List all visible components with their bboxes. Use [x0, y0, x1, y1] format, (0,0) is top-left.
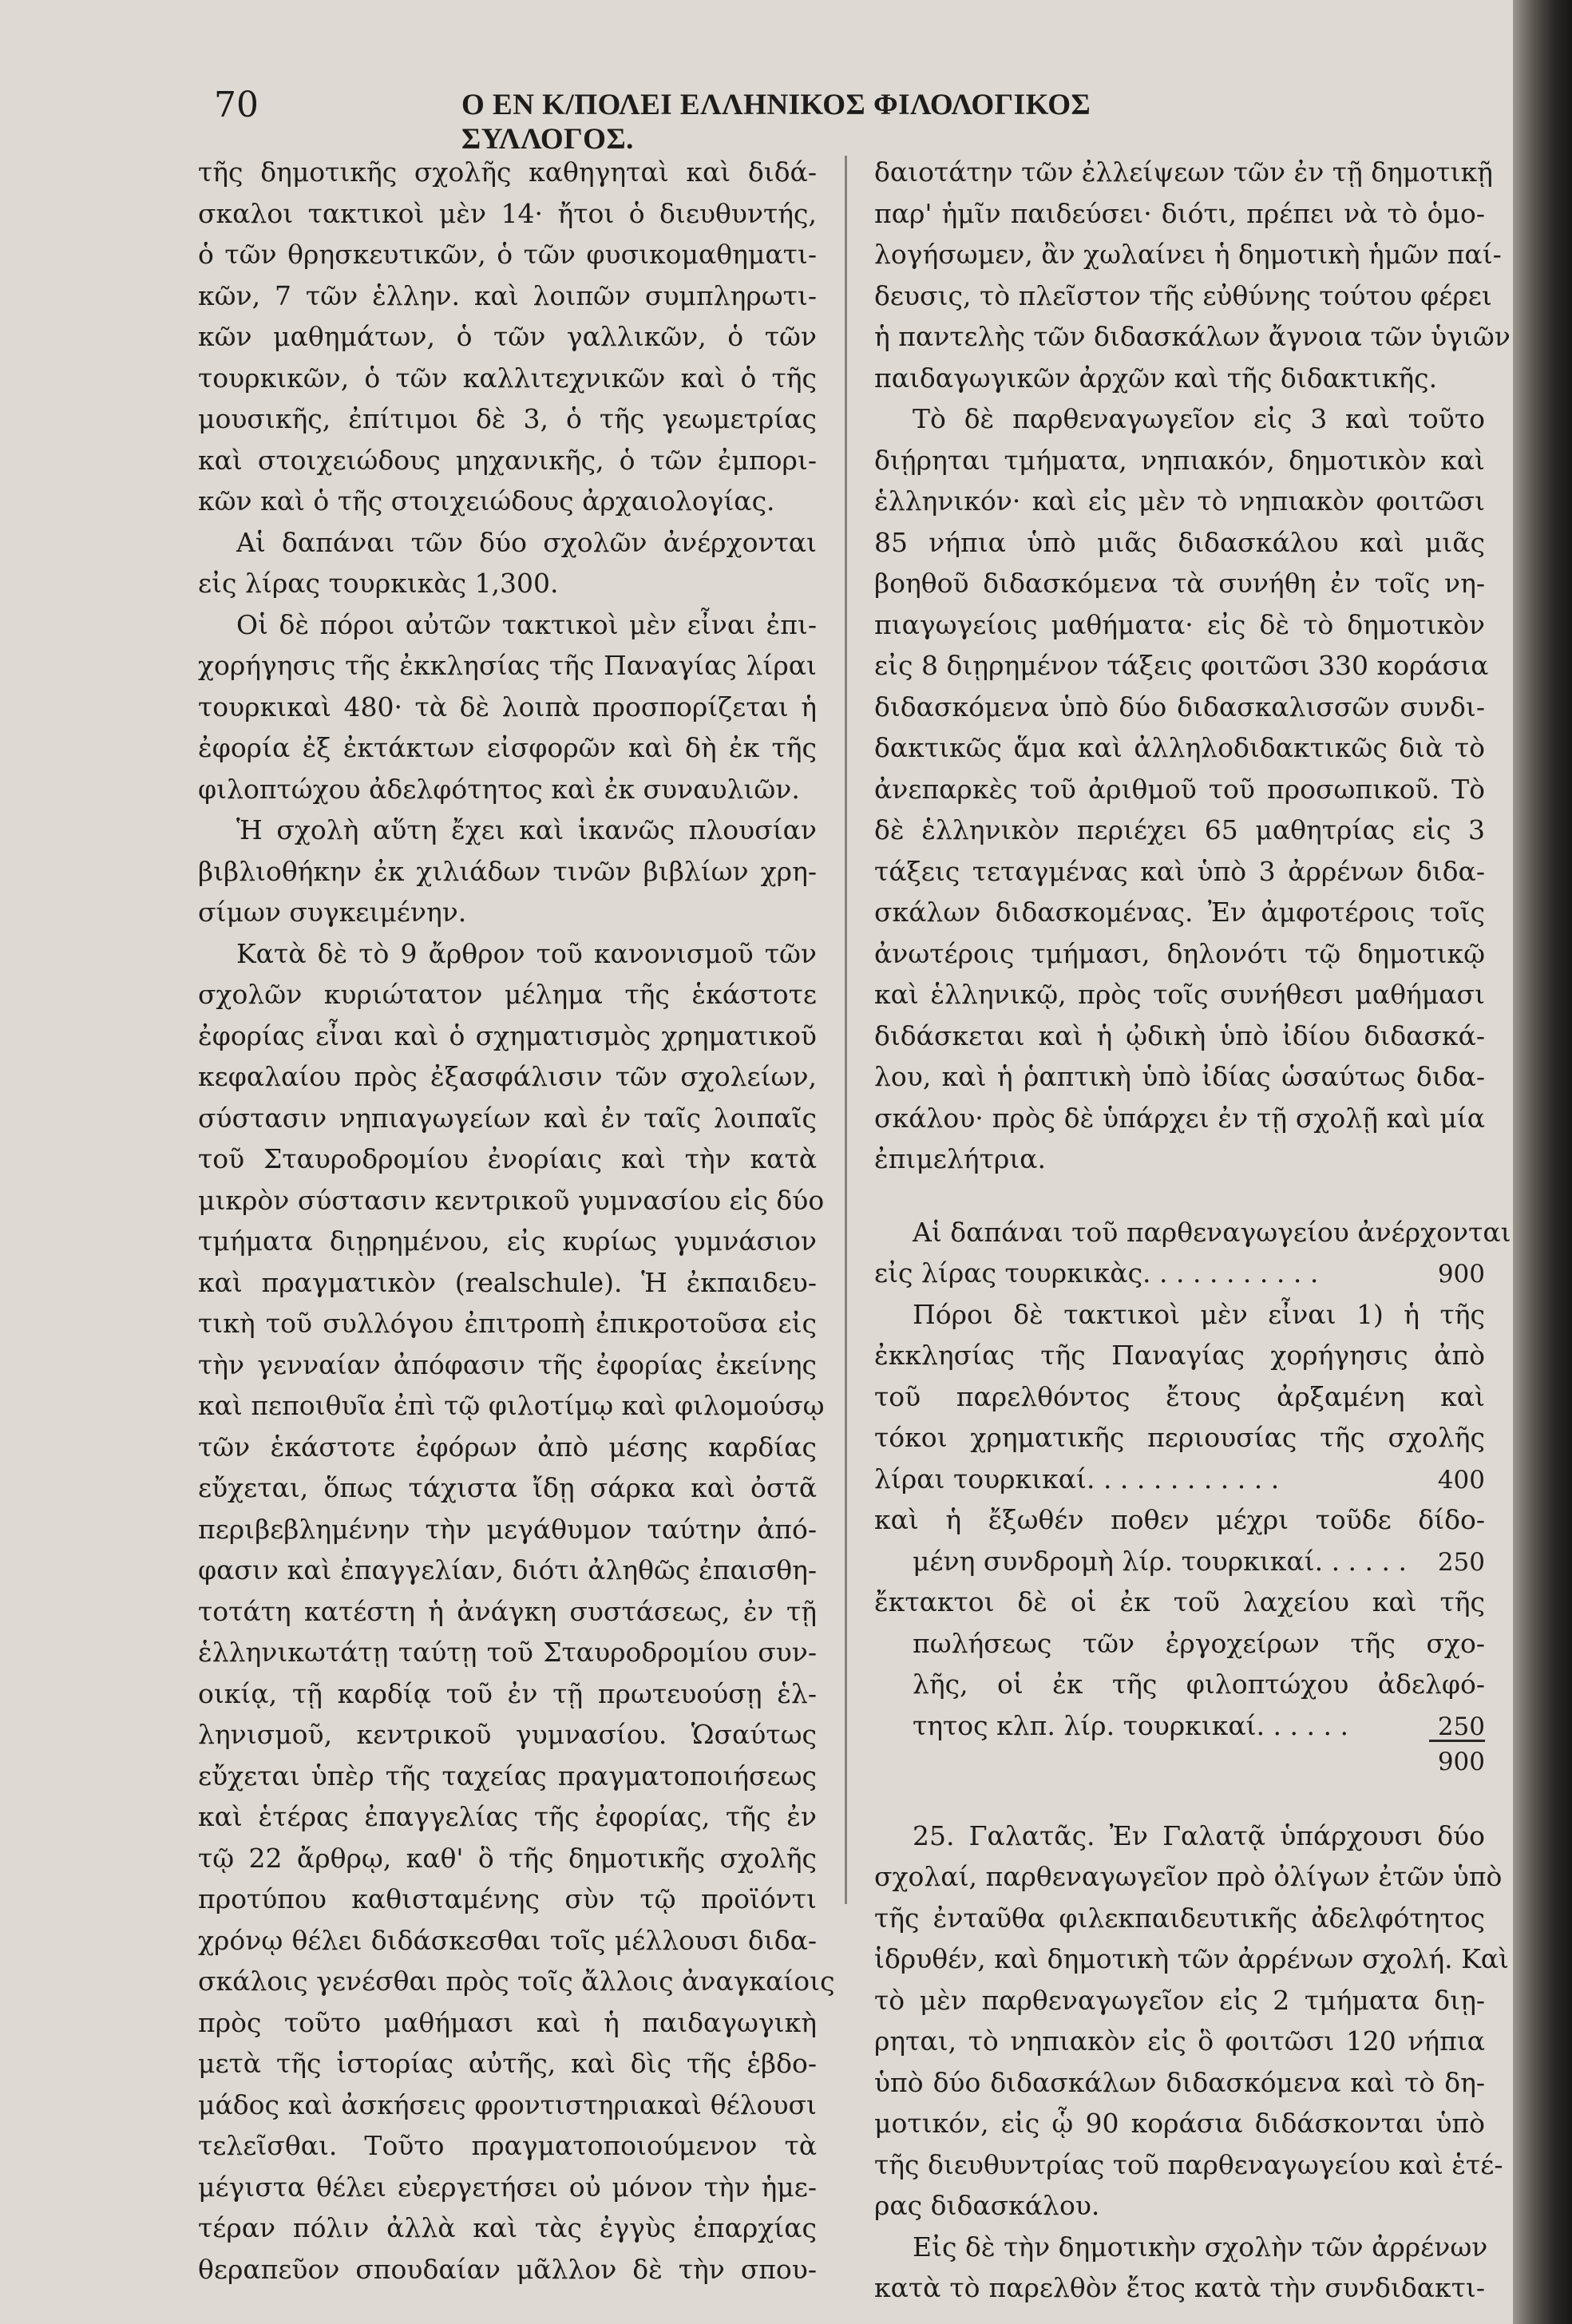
- text-line: κῶν, 7 τῶν ἑλλην. καὶ λοιπῶν συμπληρωτι-: [198, 279, 817, 311]
- paragraph: [198, 810, 817, 933]
- text-line: καὶ πραγματικὸν (realschule). Ἡ ἐκπαιδευ-: [198, 1266, 817, 1298]
- text-line: πωλήσεως τῶν ἐργοχείρων τῆς σχο-: [913, 1627, 1485, 1659]
- text-line: πιαγωγείοις μαθήματα· εἰς δὲ τὸ δημοτικὸν: [874, 608, 1485, 640]
- text-line: 25. Γαλατᾶς. Ἐν Γαλατᾷ ὑπάρχουσι δύο: [913, 1819, 1485, 1851]
- text-line: διδασκόμενα ὑπὸ δύο διδασκαλισσῶν συνδι-: [874, 691, 1485, 723]
- text-line: σκάλων διδασκομένας. Ἐν ἀμφοτέροις τοῖς: [874, 897, 1485, 928]
- ledger-amount: 900: [1437, 1260, 1485, 1289]
- text-line: παιδαγωγικῶν ἀρχῶν καὶ τῆς διδακτικῆς.: [874, 362, 1438, 394]
- text-line: μέγιστα θέλει εὐεργετήσει οὐ μόνον τὴν ἡμε-: [198, 2171, 817, 2203]
- text-line: καὶ ἑλληνικῷ, πρὸς τοῖς συνήθεσι μαθήμασι: [874, 979, 1485, 1010]
- text-line: κῶν μαθημάτων, ὁ τῶν γαλλικῶν, ὁ τῶν: [198, 321, 817, 352]
- text-line: εἰς λίρας τουρκικὰς 1,300.: [198, 568, 559, 599]
- ledger-label: λίραι τουρκικαί. . . . . . . . . . . .: [874, 1463, 1280, 1495]
- ledger-amount: 400: [1437, 1465, 1485, 1495]
- text-line: τόκοι χρηματικῆς περιουσίας τῆς σχολῆς: [874, 1422, 1485, 1453]
- text-line: κεφαλαίου πρὸς ἐξασφάλισιν τῶν σχολείων,: [198, 1061, 817, 1092]
- paragraph: [198, 604, 817, 810]
- text-line: κῶν καὶ ὁ τῆς στοιχειώδους ἀρχαιολογίας.: [198, 485, 775, 517]
- page-header: [214, 80, 1268, 156]
- text-line: τελεῖσθαι. Τοῦτο πραγματοποιούμενον τὰ: [198, 2130, 817, 2161]
- ledger-row: [874, 1705, 1485, 1747]
- text-line: ρας διδασκάλου.: [874, 2190, 1100, 2221]
- text-line: Αἱ δαπάναι τοῦ παρθεναγωγείου ἀνέρχονται: [913, 1216, 1511, 1248]
- text-line: ἑλληνικωτάτῃ ταύτῃ τοῦ Σταυροδρομίου συν-: [198, 1637, 817, 1668]
- text-line: φασιν καὶ ἐπαγγελίαν, διότι ἀληθῶς ἐπαισθη-: [198, 1554, 817, 1586]
- text-line: τῶν ἑκάστοτε ἐφόρων ἀπὸ μέσης καρδίας: [198, 1431, 817, 1463]
- ledger-amount: 250: [1437, 1547, 1485, 1577]
- paragraph-galata: [874, 1815, 1509, 2227]
- expenses-entry: [874, 1212, 1511, 1294]
- text-line: Οἱ δὲ πόροι αὐτῶν τακτικοὶ μὲν εἶναι ἐπι-: [236, 608, 817, 640]
- text-line: τῆς διευθυντρίας τοῦ παρθεναγωγείου καὶ ἑτέ-: [874, 2148, 1503, 2180]
- book-spine-shadow: [1513, 0, 1572, 2324]
- text-line: χορήγησις τῆς ἐκκλησίας τῆς Παναγίας λίραι: [198, 650, 817, 681]
- text-line: 85 νήπια ὑπὸ μιᾶς διδασκάλου καὶ μιᾶς: [874, 526, 1485, 558]
- text-line: σχολαί, παρθεναγωγεῖον πρὸ ὀλίγων ἐτῶν ὑπὸ: [874, 1861, 1503, 1892]
- left-column: [198, 152, 835, 2290]
- text-line: ἡ παντελὴς τῶν διδασκάλων ἄγνοια τῶν ὑγιῶν: [874, 321, 1511, 352]
- text-line: σχολῶν κυριώτατον μέλημα τῆς ἑκάστοτε: [198, 979, 817, 1010]
- text-line: οικίᾳ, τῇ καρδίᾳ τοῦ ἐν τῇ πρωτευούσῃ ἑλ-: [198, 1677, 817, 1709]
- text-line: δευσις, τὸ πλεῖστον τῆς εὐθύνης τούτου φέρει: [874, 279, 1492, 311]
- text-line: θεραπεῦον σπουδαίαν μᾶλλον δὲ τὴν σπου-: [198, 2253, 817, 2285]
- text-line: σκαλοι τακτικοὶ μὲν 14· ἤτοι ὁ διευθυντής,: [198, 197, 817, 229]
- text-line: σκάλοις γενέσθαι πρὸς τοῖς ἄλλοις ἀναγκαίοις: [198, 1966, 835, 1997]
- text-line: Εἰς δὲ τὴν δημοτικὴν σχολὴν τῶν ἀρρένων: [913, 2231, 1488, 2263]
- text-line: δὲ ἑλληνικὸν περιέχει 65 μαθητρίας εἰς 3: [874, 814, 1485, 845]
- text-line: μουσικῆς, ἐπίτιμοι δὲ 3, ὁ τῆς γεωμετρίας: [198, 403, 817, 434]
- text-line: παρ' ἡμῖν παιδεύσει· διότι, πρέπει νὰ τὸ ὁμο-: [874, 197, 1485, 229]
- ledger-label: εἰς λίρας τουρκικὰς. . . . . . . . . . .: [874, 1257, 1319, 1289]
- text-line: ρηται, τὸ νηπιακὸν εἰς ὃ φοιτῶσι 120 νήπια: [874, 2025, 1485, 2057]
- text-line: Πόροι δὲ τακτικοὶ μὲν εἶναι 1) ἡ τῆς: [913, 1298, 1485, 1330]
- text-line: Ἡ σχολὴ αὕτη ἔχει καὶ ἱκανῶς πλουσίαν: [236, 814, 817, 845]
- text-line: τὴν γενναίαν ἀπόφασιν τῆς ἐφορίας ἐκείνης: [198, 1348, 817, 1380]
- text-line: ἀνεπαρκὲς τοῦ ἀριθμοῦ τοῦ προσωπικοῦ. Τὸ: [874, 773, 1485, 805]
- ledger-row: [874, 1541, 1485, 1582]
- text-line: τοῦ Σταυροδρομίου ἐνορίαις καὶ τὴν κατὰ: [198, 1143, 817, 1174]
- text-line: καὶ πεποιθυῖα ἐπὶ τῷ φιλοτίμῳ καὶ φιλομούσῳ: [198, 1390, 825, 1421]
- text-line: τῆς ἐνταῦθα φιλεκπαιδευτικῆς ἀδελφότητος: [874, 1902, 1485, 1934]
- spacer: [874, 1180, 1485, 1212]
- right-column: [874, 152, 1511, 2309]
- text-line: τῆς δημοτικῆς σχολῆς καθηγηταὶ καὶ διδά-: [198, 156, 817, 188]
- paragraph: [198, 152, 817, 522]
- text-line: Τὸ δὲ παρθεναγωγεῖον εἰς 3 καὶ τοῦτο: [913, 403, 1485, 434]
- text-line: τοτάτη κατέστη ἡ ἀνάγκη συστάσεως, ἐν τῇ: [198, 1595, 817, 1627]
- text-line: λογήσωμεν, ἂν χωλαίνει ἡ δημοτικὴ ἡμῶν παί-: [874, 239, 1502, 270]
- ledger-row: [874, 1253, 1485, 1294]
- text-line: κατὰ τὸ παρελθὸν ἔτος κατὰ τὴν συνδιδακτι-: [874, 2272, 1485, 2303]
- text-line: ληνισμοῦ, κεντρικοῦ γυμνασίου. Ὡσαύτως: [198, 1719, 817, 1750]
- text-line: τουρκικῶν, ὁ τῶν καλλιτεχνικῶν καὶ ὁ τῆς: [198, 362, 817, 394]
- text-line: ἐκκλησίας τῆς Παναγίας χορήγησις ἀπὸ: [874, 1340, 1485, 1371]
- paragraph: [198, 522, 817, 604]
- column-divider: [845, 156, 847, 1904]
- running-title: Ο ΕΝ Κ/ΠΟΛΕΙ ΕΛΛΗΝΙΚΟΣ ΦΙΛΟΛΟΓΙΚΟΣ ΣΥΛΛΟΓΟΣ.: [461, 89, 1091, 156]
- paragraph: [874, 152, 1511, 398]
- text-line: ἑλληνικόν· καὶ εἰς μὲν τὸ νηπιακὸν φοιτῶσι: [874, 485, 1485, 517]
- text-line: σκάλου· πρὸς δὲ ὑπάρχει ἐν τῇ σχολῇ καὶ μία: [874, 1102, 1485, 1134]
- ledger-total-row: [874, 1742, 1485, 1784]
- text-line: διδάσκεται καὶ ἡ ᾠδικὴ ὑπὸ ἰδίου διδασκά-: [874, 1019, 1485, 1051]
- text-line: μοτικόν, εἰς ᾧ 90 κοράσια διδάσκονται ὑπὸ: [874, 2108, 1485, 2139]
- text-line: διῄρηται τμήματα, νηπιακόν, δημοτικὸν καὶ: [874, 444, 1485, 476]
- text-line: δαιοτάτην τῶν ἐλλείψεων τῶν ἐν τῇ δημοτικῇ: [874, 156, 1493, 188]
- revenues-entry: [874, 1294, 1485, 1784]
- text-line: πρὸς τοῦτο μαθήμασι καὶ ἡ παιδαγωγικὴ: [198, 2006, 817, 2038]
- text-line: φιλοπτώχου ἀδελφότητος καὶ ἐκ συναυλιῶν.: [198, 773, 800, 805]
- text-line: λου, καὶ ἡ ῥαπτικὴ ὑπὸ ἰδίας ὡσαύτως διδα-: [874, 1061, 1485, 1092]
- text-line: εὔχεται ὑπὲρ τῆς ταχείας πραγματοποιήσεως: [198, 1760, 817, 1791]
- text-line: ἔκτακτοι δὲ οἱ ἐκ τοῦ λαχείου καὶ τῆς: [874, 1586, 1485, 1617]
- text-line: καὶ στοιχειώδους μηχανικῆς, ὁ τῶν ἐμπορι-: [198, 444, 817, 476]
- text-line: Κατὰ δὲ τὸ 9 ἄρθρον τοῦ κανονισμοῦ τῶν: [236, 937, 817, 969]
- text-line: ὁ τῶν θρησκευτικῶν, ὁ τῶν φυσικομαθηματι-: [198, 239, 817, 270]
- text-line: τμήματα διῃρημένου, εἰς κυρίως γυμνάσιον: [198, 1225, 817, 1257]
- text-line: βοηθοῦ διδασκόμενα τὰ συνήθη ἐν τοῖς νη-: [874, 568, 1485, 599]
- text-line: τέραν πόλιν ἀλλὰ καὶ τὰς ἐγγὺς ἐπαρχίας: [198, 2212, 817, 2243]
- ledger-row: [874, 1459, 1485, 1500]
- ledger-label: τητος κλπ. λίρ. τουρκικαί. . . . . .: [913, 1709, 1348, 1741]
- text-line: προτύπου καθισταμένης σὺν τῷ προϊόντι: [198, 1883, 817, 1914]
- text-line: βιβλιοθήκην ἐκ χιλιάδων τινῶν βιβλίων χρη-: [198, 855, 817, 887]
- text-line: δακτικῶς ἅμα καὶ ἀλληλοδιδακτικῶς διὰ τὸ: [874, 732, 1485, 763]
- text-line: τὸ μὲν παρθεναγωγεῖον εἰς 2 τμήματα διῃ-: [874, 1984, 1485, 2016]
- text-line: χρόνῳ θέλει διδάσκεσθαι τοῖς μέλλουσι διδα-: [198, 1924, 817, 1956]
- text-line: σίμων συγκειμένην.: [198, 897, 467, 928]
- text-line: εἰς 8 διῃρημένον τάξεις φοιτῶσι 330 κοράσια: [874, 650, 1489, 681]
- paragraph: [198, 933, 835, 2290]
- text-line: τοῦ παρελθόντος ἔτους ἀρξαμένη καὶ: [874, 1380, 1485, 1412]
- text-line: μάδος καὶ ἀσκήσεις φροντιστηριακαὶ θέλουσι: [198, 2088, 817, 2120]
- paragraph: [874, 398, 1489, 1180]
- text-line: καὶ ἡ ἔξωθέν ποθεν μέχρι τοῦδε δίδο-: [874, 1504, 1485, 1535]
- text-line: ἐφορίας εἶναι καὶ ὁ σχηματισμὸς χρηματικοῦ: [198, 1019, 817, 1051]
- text-line: σύστασιν νηπιαγωγείων καὶ ἐν ταῖς λοιπαῖς: [198, 1102, 817, 1134]
- ledger-total: 900: [1437, 1748, 1485, 1776]
- spacer: [874, 1784, 1485, 1815]
- text-line: εὔχεται, ὅπως τάχιστα ἴδῃ σάρκα καὶ ὀστᾶ: [198, 1472, 817, 1503]
- text-line: ἱδρυθέν, καὶ δημοτικὴ τῶν ἀρρένων σχολή. Καὶ: [874, 1943, 1509, 1974]
- text-line: ἐπιμελήτρια.: [874, 1143, 1046, 1174]
- text-line: Αἱ δαπάναι τῶν δύο σχολῶν ἀνέρχονται: [236, 526, 817, 558]
- ledger-amount: 250: [1437, 1712, 1485, 1741]
- text-line: τάξεις τεταγμένας καὶ ὑπὸ 3 ἀρρένων διδα-: [874, 855, 1485, 887]
- text-line: καὶ ἑτέρας ἐπαγγελίας τῆς ἐφορίας, τῆς ἐν: [198, 1801, 817, 1832]
- page-number: 70: [214, 85, 259, 125]
- text-line: λῆς, οἱ ἐκ τῆς φιλοπτώχου ἀδελφό-: [913, 1669, 1485, 1700]
- text-line: περιβεβλημένην τὴν μεγάθυμον ταύτην ἀπό-: [198, 1513, 817, 1545]
- paragraph: [874, 2227, 1488, 2309]
- text-line: μικρὸν σύστασιν κεντρικοῦ γυμνασίου εἰς δύο: [198, 1184, 825, 1216]
- text-line: τουρκικαὶ 480· τὰ δὲ λοιπὰ προσπορίζεται ἡ: [198, 691, 817, 723]
- text-line: μετὰ τῆς ἱστορίας αὐτῆς, καὶ δὶς τῆς ἑβδο-: [198, 2048, 817, 2079]
- text-line: ἐφορία ἐξ ἐκτάκτων εἰσφορῶν καὶ δὴ ἐκ τῆς: [198, 732, 817, 763]
- text-line: ἀνωτέροις τμήμασι, δηλονότι τῷ δημοτικῷ: [874, 937, 1485, 969]
- ledger-label: μένη συνδρομὴ λίρ. τουρκικαί. . . . . .: [913, 1545, 1407, 1577]
- text-line: ὑπὸ δύο διδασκάλων διδασκόμενα καὶ τὸ δη-: [874, 2066, 1485, 2098]
- text-line: τῷ 22 ἄρθρῳ, καθ' ὃ τῆς δημοτικῆς σχολῆς: [198, 1842, 817, 1874]
- text-line: τικὴ τοῦ συλλόγου ἐπιτροπὴ ἐπικροτοῦσα εἰς: [198, 1308, 817, 1339]
